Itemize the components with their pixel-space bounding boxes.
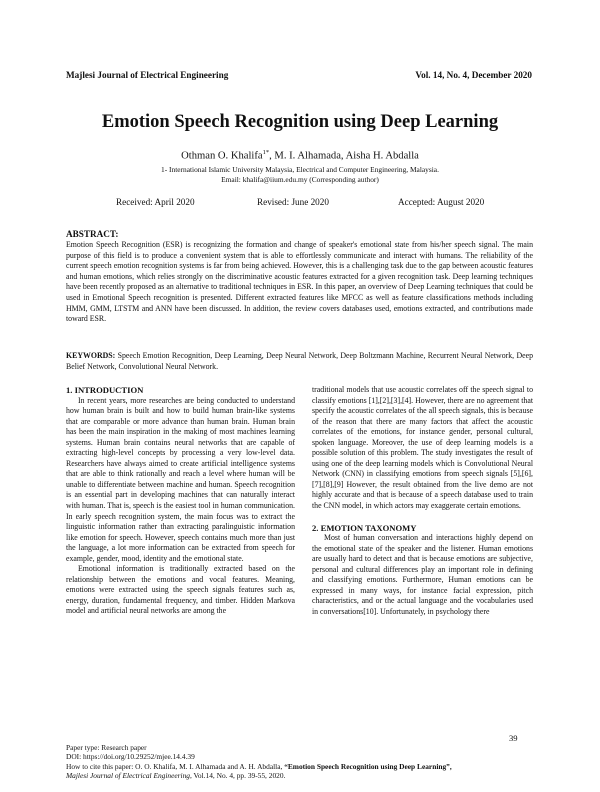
citation-suffix: , Vol.14, No. 4, pp. 39-55, 2020.: [189, 771, 286, 781]
citation: [66, 762, 546, 781]
abstract-text: Emotion Speech Recognition (ESR) is recognizing the formation and change of speaker's emotional state from his/her speech signal. The main purpose of this field is to produce a convenient system that is able to effortlessly communicate and interact with humans. The reliability of the current speech emotion recognition systems is far from being achieved. However, this is a challenging task due to the gap between acoustic features and human emotions, which relies strongly on the discriminative acoustic features extracted for a given recognition task. Deep learning techniques have been recently proposed as an alternative to traditional techniques in ESR. In this paper, an overview of Deep Learning techniques that could be used in Emotional Speech recognition is presented. Different extracted features like MFCC as well as feature classifications methods including HMM, GMM, LTSTM and ANN have been discussed. In addition, the review covers databases used, emotions extracted, and contributions made toward ESR.: [66, 240, 533, 324]
right-column: [312, 385, 533, 617]
affiliation: 1- International Islamic University Malaysia, Electrical and Computer Engineering, Malaysia.: [161, 165, 439, 174]
section-heading-emotion-taxonomy: 2. EMOTION TAXONOMY: [312, 522, 417, 533]
footer: [66, 743, 546, 781]
first-author: Othman O. Khalifa: [181, 150, 263, 162]
doi-link[interactable]: DOI: https://doi.org/10.29252/mjee.14.4.39: [66, 752, 195, 762]
abstract-heading: ABSTRACT:: [66, 229, 119, 239]
journal-name: Majlesi Journal of Electrical Engineering: [66, 70, 229, 80]
keywords: [66, 351, 533, 372]
section-heading-introduction: 1. INTRODUCTION: [66, 385, 144, 395]
email[interactable]: Email: khalifa@iium.edu.my (Corresponding author): [221, 174, 379, 184]
citation-prefix: How to cite this paper: O. O. Khalifa, M. I. Alhamada and A. H. Abdalla,: [66, 761, 285, 771]
received-date: Received: April 2020: [116, 197, 195, 207]
keywords-label: KEYWORDS:: [66, 351, 116, 360]
author-list: [0, 149, 600, 162]
page-number: 39: [509, 733, 518, 743]
intro-paragraph-2: Emotional information is traditionally extracted based on the relationship between the emotions and vocal features. Meaning, emotions were extracted using the speech signals features such as, energy, duration, fundamental frequency, and timber. Hidden Markova model and artificial neural networks are among the: [66, 564, 295, 616]
affiliation-block: [0, 165, 600, 185]
accepted-date: Accepted: August 2020: [398, 197, 485, 207]
other-authors: , M. I. Alhamada, Aisha H. Abdalla: [269, 150, 419, 162]
paper-type: Paper type: Research paper: [66, 743, 147, 752]
citation-journal: Majlesi Journal of Electrical Engineering: [66, 771, 190, 781]
intro-paragraph-1: In recent years, more researches are being conducted to understand how human brain is built and how to build human brain-like systems that are comparable or more advance than human brain. Human brain has been the main inspiration in the making of most machines learning systems. Human brain contains neural networks that are capable of extracting high-level concepts by processing a very low-level data. Researchers have always aimed to create artificial intelligence systems that are able to think rationally and reach a level where human will be unable to differentiate between machine and human. Speech recognition is an essential part in developing machines that can naturally interact with human. That is, speech is the easiest tool in human communication. In early speech recognition system, the main focus was to extract the linguistic information rather than extracting paralinguistic information like emotion for speech. However, speech contains much more than just the language, a lot more information can be extracted from speech for example, gender, mood, identity and the emotional state.: [66, 395, 295, 563]
volume-info: Vol. 14, No. 4, December 2020: [415, 70, 532, 80]
citation-title: “Emotion Speech Recognition using Deep Learning”,: [284, 761, 452, 771]
author-affiliation-mark: 1*: [262, 149, 270, 156]
taxonomy-paragraph-1: Most of human conversation and interactions highly depend on the emotional state of the speaker and the listener. Human emotions are usually hard to detect and that is because emotions are subjective, personal and cultural differences play an important role in defining and classifying emotions. Furthermore, Human emotions can be expressed in many ways, for instance facial expression, pitch characteristics, and or the actual language and the vocabularies used in conversations[10]. Unfortunately, in psychology there: [312, 533, 533, 616]
keywords-text: Speech Emotion Recognition, Deep Learning, Deep Neural Network, Deep Boltzmann Machine, Recurrent Neural Network, Deep Belief Network, Convolutional Neural Network.: [66, 351, 533, 371]
left-column: [66, 385, 295, 617]
revised-date: Revised: June 2020: [257, 197, 329, 207]
paper-title: Emotion Speech Recognition using Deep Learning: [101, 112, 499, 132]
intro-paragraph-3: traditional models that use acoustic correlates off the speech signal to classify emotions [1],[2],[3],[4]. However, there are no agreement that specify the acoustic correlates of the all speech signals, this is because of the reason that there are many factors that affect the acoustic correlates of the emotions, for instance gender, personal cultural, spoken language. Moreover, the use of deep learning models is a possible solution of this problem. The study investigates the result of using one of the deep learning models which is Convolutional Neural Network (CNN) in classifying emotions from speech signals [5],[6],[7],[8],[9] However, the result obtained from the live demo are not highly accurate and that is because of a speech database used to train the CNN model, in which actors may exaggerate certain emotions.: [312, 385, 533, 511]
